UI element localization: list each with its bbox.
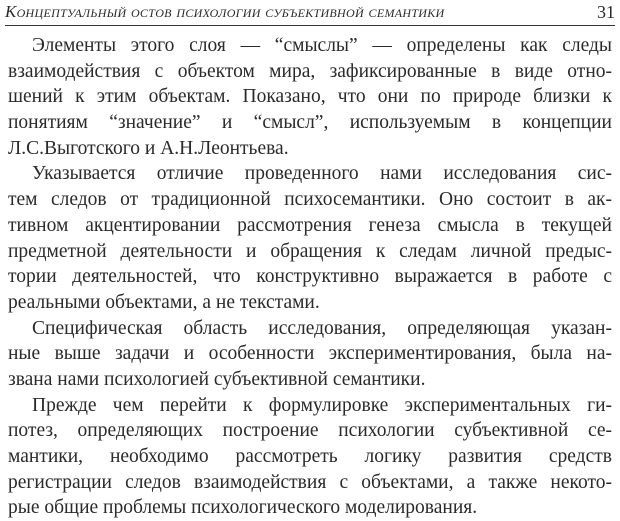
text-line: тивном акцентировании рассмотрения генеза смысла в текущей <box>8 214 612 236</box>
text-line: взаимодействия с объектом мира, зафиксированные в виде отно- <box>8 60 612 82</box>
text-line: реальными объектами, а не текстами. <box>8 291 320 313</box>
text-line: мантики, необходимо рассмотреть логику развития средств <box>8 446 612 467</box>
text-line: ные выше задачи и особенности экспериментирования, была на- <box>8 343 612 365</box>
text-line: Элементы этого слоя — “смыслы” — определены как следы <box>32 35 612 56</box>
text-line: рые общие проблемы психологического моделирования. <box>8 497 478 519</box>
text-line: Л.С.Выготского и А.Н.Леонтьева. <box>8 137 289 159</box>
text-line: потез, определяющих построение психологии субъективной се- <box>8 420 612 442</box>
text-line: Прежде чем перейти к формулировке экспериментальных ги- <box>32 394 612 416</box>
text-line: тории деятельностей, что конструктивно выражается в работе с <box>8 266 612 288</box>
text-line: шений к этим объектам. Показано, что они по природе близки к <box>8 86 612 108</box>
text-line: понятиям “значение” и “смысл”, используемым в концепции <box>8 112 612 134</box>
running-title: Концептуальный остов психологии субъективной семантики <box>5 2 445 21</box>
text-line: Указывается отличие проведенного нами исследования сис- <box>32 163 612 185</box>
text-line: регистрации следов взаимодействия с объектами, а также некото- <box>8 471 612 493</box>
body-text <box>8 33 612 521</box>
text-line: Специфическая область исследования, определяющая указан- <box>32 317 612 339</box>
text-line: тем следов от традиционной психосемантики. Оно состоит в ак- <box>8 189 612 211</box>
header-rule <box>5 25 615 26</box>
page-number: 31 <box>597 2 615 22</box>
running-head <box>5 1 615 25</box>
text-line: предметной деятельности и обращения к следам личной предыс- <box>8 240 612 262</box>
text-line: звана нами психологией субъективной семантики. <box>8 368 426 390</box>
